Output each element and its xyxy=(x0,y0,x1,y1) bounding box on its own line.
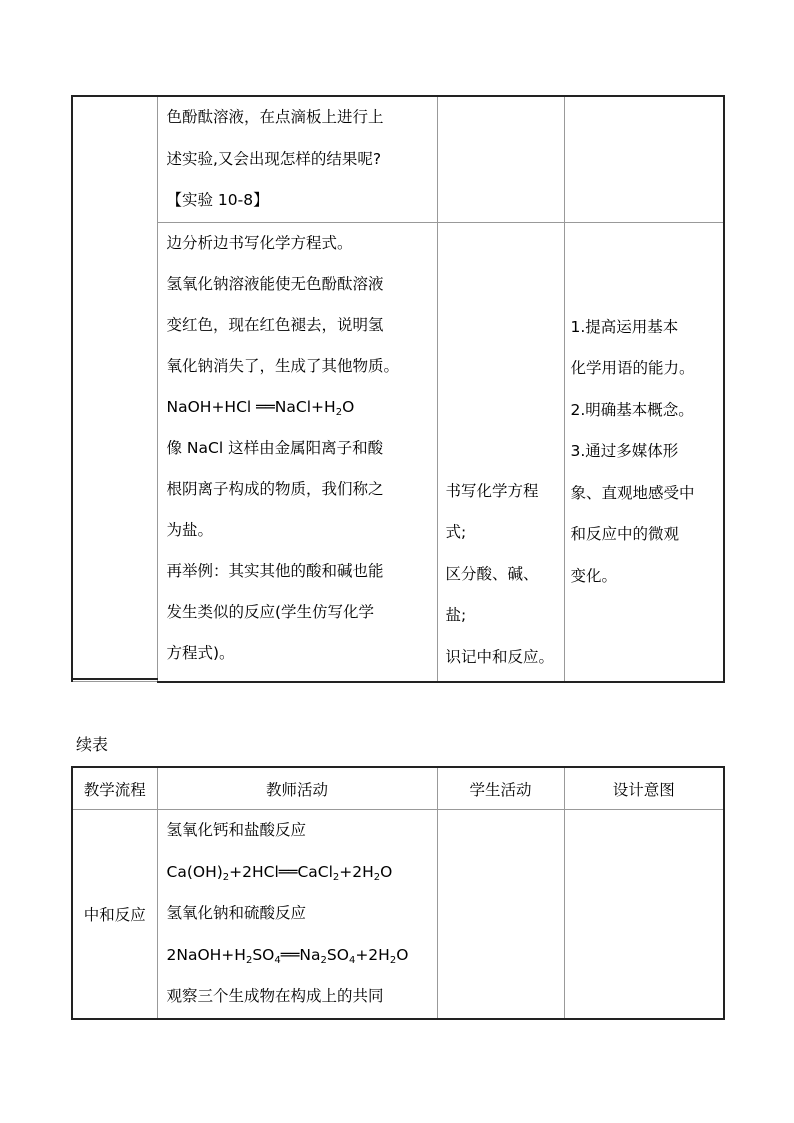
design-intent-cell xyxy=(564,222,724,682)
header-cell: 设计意图 xyxy=(564,767,724,810)
teacher-activity-cell xyxy=(157,222,437,682)
intent-line: 象、直观地感受中 xyxy=(570,483,695,502)
chemical-equation: $Ca(OH)_2+2HCl══CaCl_2+2H_2O$ xyxy=(166,862,393,883)
intent-line: 和反应中的微观 xyxy=(570,525,680,543)
teacher-line: 观察三个生成物在构成上的共同 xyxy=(166,987,384,1005)
student-activity-cell xyxy=(437,96,564,222)
teacher-line: 方程式)。 xyxy=(166,643,235,662)
table-row xyxy=(72,96,724,222)
teacher-line: 根阴离子构成的物质，我们称之 xyxy=(166,479,384,498)
teacher-line: 氢氧化钙和盐酸反应 xyxy=(166,821,307,839)
chemical-equation: NaOH+HCl $══NaCl+H_2O$ xyxy=(166,397,355,418)
teacher-line: 发生类似的反应(学生仿写化学 xyxy=(166,602,375,621)
table-row xyxy=(72,222,724,682)
table-row xyxy=(72,810,724,1020)
teacher-line: 变红色，现在红色褪去，说明氢 xyxy=(166,315,384,334)
teacher-line: 氧化钠消失了，生成了其他物质。 xyxy=(166,356,400,375)
teacher-line: 为盐。 xyxy=(166,520,214,539)
stage-label: 中和反应 xyxy=(83,906,146,924)
intent-line: 变化。 xyxy=(570,566,618,585)
teacher-line: 像 NaCl 这样由金属阳离子和酸 xyxy=(166,438,384,457)
teacher-line: 边分析边书写化学方程式。 xyxy=(166,233,353,252)
table-header-row xyxy=(72,767,724,810)
header-cell: 教学流程 xyxy=(72,767,157,810)
teacher-line: 氢氧化钠和硫酸反应 xyxy=(166,904,307,922)
chemical-equation: $2NaOH+H_2SO_4══Na_2SO_4+2H_2O$ xyxy=(166,945,409,966)
student-line: 区分酸、碱、 xyxy=(445,564,539,583)
header-cell: 教师活动 xyxy=(157,767,437,810)
intent-line: 3.通过多媒体形 xyxy=(570,442,679,460)
teacher-line: 【实验 10-8】 xyxy=(166,191,269,209)
student-line: 书写化学方程 xyxy=(445,481,539,500)
student-activity-cell xyxy=(437,810,564,1020)
teacher-line: 色酚酞溶液，在点滴板上进行上 xyxy=(166,108,384,126)
lesson-table-continued xyxy=(71,766,725,1020)
stage-cell xyxy=(72,810,157,1020)
teacher-activity-cell xyxy=(157,810,437,1020)
student-line: 识记中和反应。 xyxy=(445,647,555,666)
continued-label: 续表 xyxy=(76,735,109,754)
teacher-activity-cell xyxy=(157,96,437,222)
teacher-line: 述实验,又会出现怎样的结果呢? xyxy=(166,149,382,168)
header-cell: 学生活动 xyxy=(437,767,564,810)
student-line: 式; xyxy=(445,523,467,541)
student-activity-cell xyxy=(437,222,564,682)
design-intent-cell xyxy=(564,96,724,222)
intent-line: 2.明确基本概念。 xyxy=(570,400,694,419)
intent-line: 化学用语的能力。 xyxy=(570,359,695,377)
design-intent-cell xyxy=(564,810,724,1020)
teacher-line: 氢氧化钠溶液能使无色酚酞溶液 xyxy=(166,274,384,293)
teacher-line: 再举例：其实其他的酸和碱也能 xyxy=(166,561,384,580)
student-line: 盐; xyxy=(445,606,467,624)
lesson-table-part1 xyxy=(71,95,725,683)
intent-line: 1.提高运用基本 xyxy=(570,317,679,336)
